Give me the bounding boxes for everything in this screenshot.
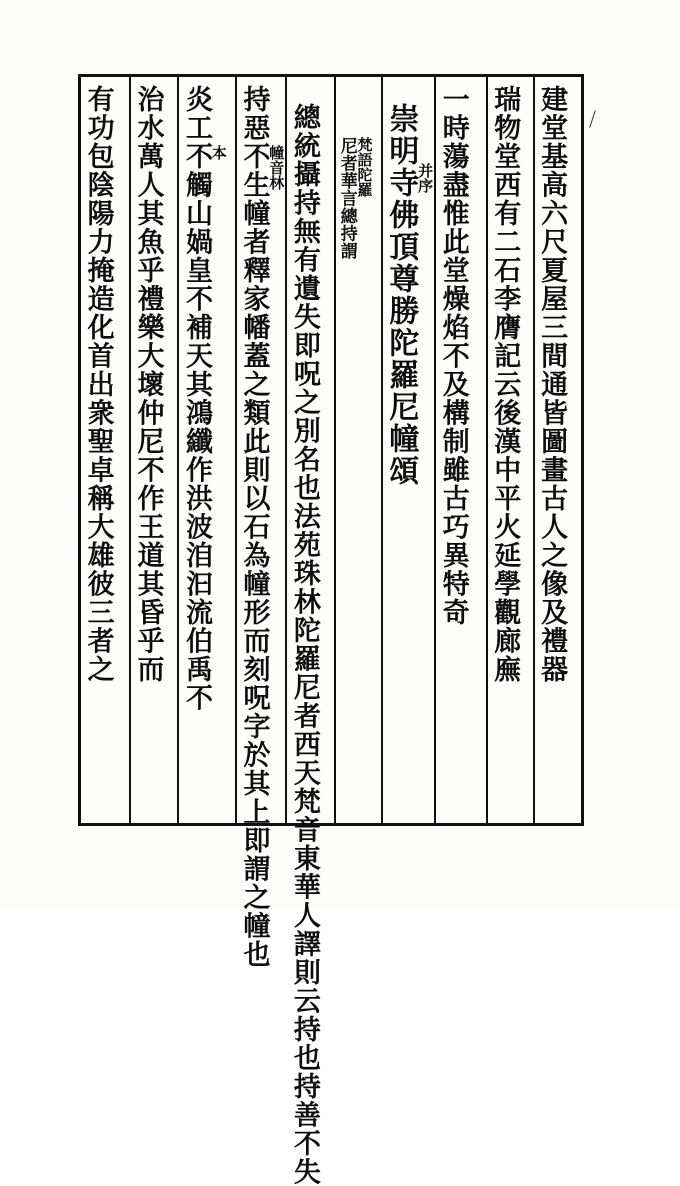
column-note: 本 (209, 145, 228, 160)
text-column-2 (486, 77, 533, 823)
column-text: 總統攝持無有遺失即呪之別名也法苑珠林陀羅尼者西天梵音東華人譯則云持也持善不失 (288, 103, 320, 1186)
column-text: 有功包陰陽力掩造化首出衆聖卓稱大雄彼三者之 (82, 85, 114, 684)
column-text: 建堂基高六尺夏屋三間通皆圖畫古人之像及禮器 (536, 85, 568, 684)
text-column-8 (129, 77, 177, 823)
text-column-4 (334, 77, 381, 823)
corner-tick (589, 110, 596, 127)
text-column-5 (285, 77, 333, 1186)
text-block-frame (78, 74, 584, 1186)
text-column-1 (533, 77, 581, 823)
column-text: 治水萬人其魚乎禮樂大壞仲尼不作王道其昏乎而 (132, 85, 164, 684)
column-text: 瑞物堂西有二石李膺記云後漢中平火延學觀廊廡 (489, 85, 521, 684)
text-column-title (381, 77, 435, 823)
text-column-3 (434, 77, 485, 823)
text-column-9 (81, 77, 129, 823)
document-title: 崇明寺佛頂尊勝陀羅尼幢頌 (383, 103, 419, 487)
column-note: 幢音林 (267, 145, 286, 190)
text-column-6 (235, 77, 286, 969)
column-note: 梵語陀羅 (355, 137, 374, 197)
title-note: 并序 (416, 163, 435, 193)
column-text: 尼者華言總持謂 (336, 137, 357, 260)
column-text: 一時蕩盡惟此堂燥焰不及構制雖古巧異特奇 (437, 85, 469, 627)
text-column-7 (177, 77, 235, 823)
column-text: 炎工不觸山媧皇不補天其鴻纖作洪波洎汩流伯禹不 (180, 85, 212, 712)
column-text: 持惡不生幢者釋家幡蓋之類此則以石為幢形而刻呪字於其上即謂之幢也 (238, 85, 270, 969)
